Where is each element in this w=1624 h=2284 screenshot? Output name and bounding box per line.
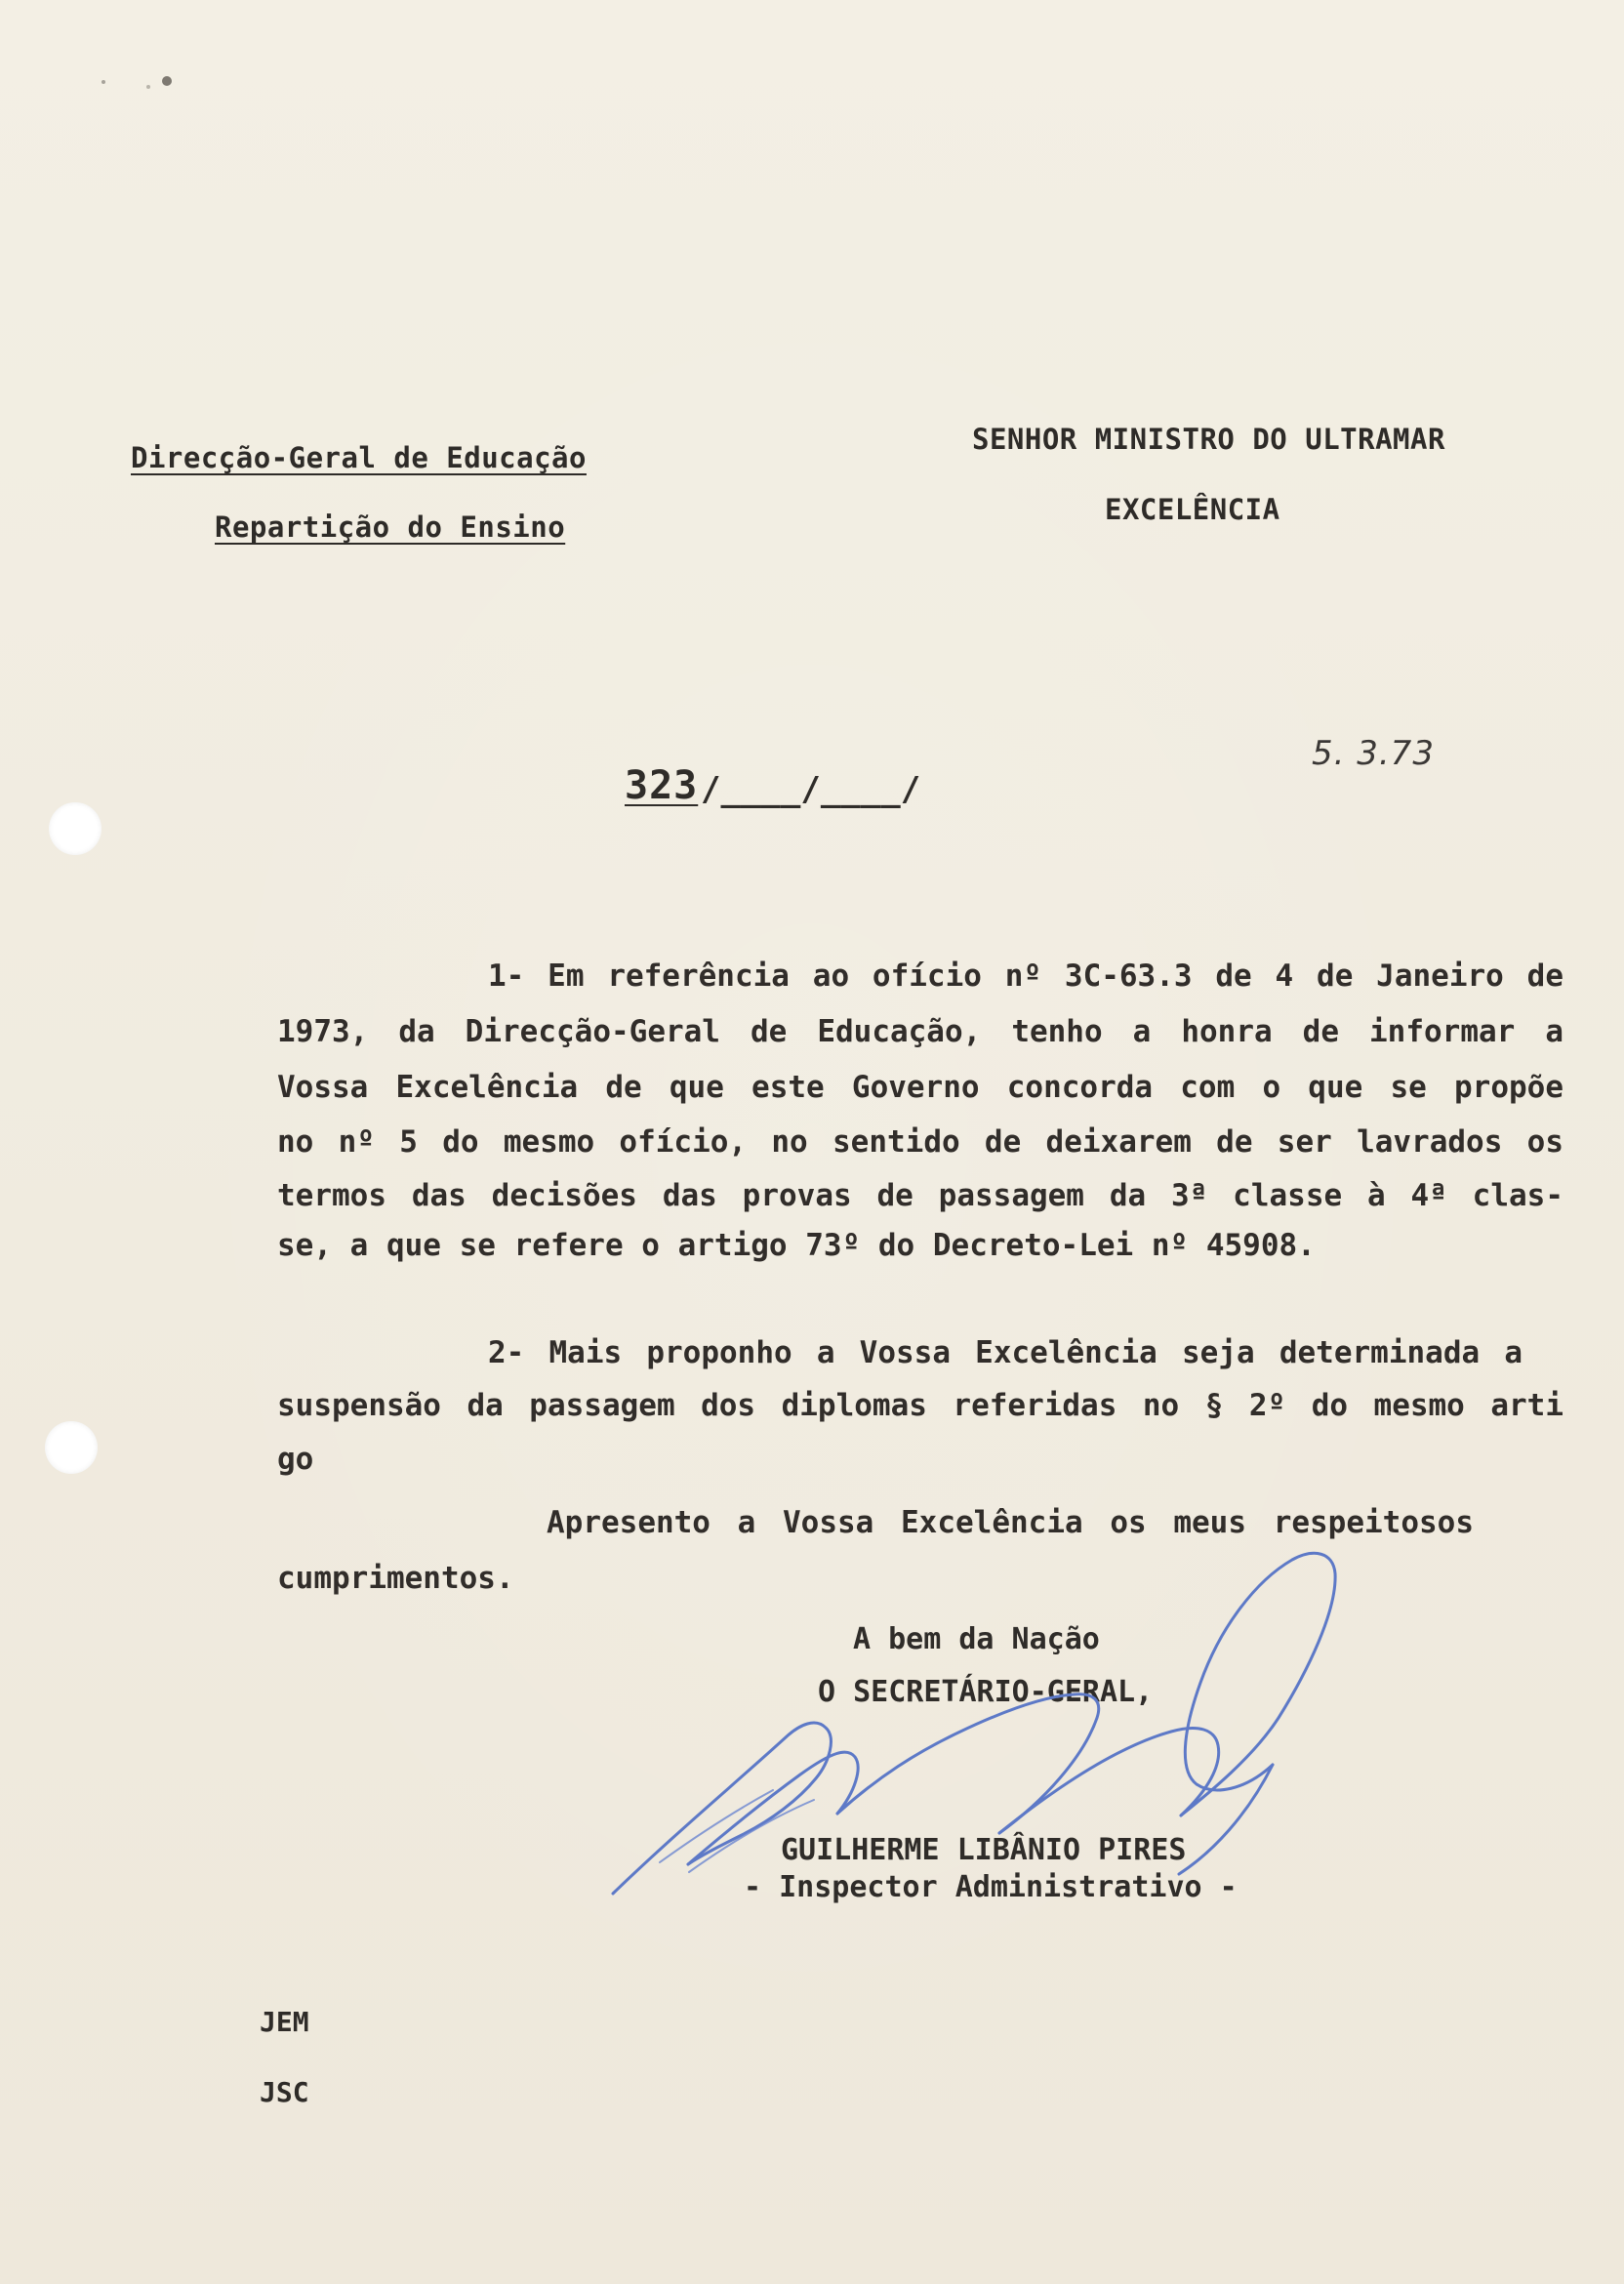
ink-spot: [162, 76, 172, 86]
paragraph-3-line-1: Apresento a Vossa Excelência os meus respeitosos: [547, 1505, 1474, 1540]
paragraph-1-line-2: 1973, da Direcção-Geral de Educação, tenho a honra de informar a: [277, 1014, 1563, 1049]
department-line-2: Repartição do Ensino: [215, 510, 566, 544]
paragraph-1-line-6: se, a que se refere o artigo 73º do Decreto-Lei nº 45908.: [277, 1228, 1316, 1263]
ink-spot: [146, 85, 150, 89]
ink-spot: [102, 80, 105, 84]
paragraph-1-line-4: no nº 5 do mesmo ofício, no sentido de deixarem de ser lavrados os: [277, 1124, 1563, 1160]
paragraph-1-line-3: Vossa Excelência de que este Governo concorda com o que se propõe: [277, 1070, 1563, 1105]
punch-hole: [45, 1421, 98, 1474]
reference-number: 323: [625, 763, 699, 808]
paragraph-2-line-2: suspensão da passagem dos diplomas referidas no § 2º do mesmo arti: [277, 1388, 1563, 1423]
addressee-line-2: EXCELÊNCIA: [1105, 493, 1280, 526]
paragraph-1-line-1: 1- Em referência ao ofício nº 3C-63.3 de 4 de Janeiro de: [488, 958, 1563, 994]
signatory-name: GUILHERME LIBÂNIO PIRES: [781, 1833, 1187, 1867]
handwritten-date: 5. 3.73: [1312, 734, 1435, 773]
initials-1: JEM: [260, 2006, 309, 2038]
paragraph-3-line-2: cumprimentos.: [277, 1561, 514, 1596]
signatory-title: - Inspector Administrativo -: [744, 1870, 1238, 1904]
closing-line-1: A bem da Nação: [853, 1622, 1100, 1656]
paragraph-2-line-3: go: [277, 1442, 314, 1477]
closing-line-2: O SECRETÁRIO-GERAL,: [818, 1675, 1154, 1709]
reference-slashes: /____/____/: [701, 770, 921, 809]
department-line-1: Direcção-Geral de Educação: [131, 441, 587, 474]
punch-hole: [49, 802, 102, 855]
initials-2: JSC: [260, 2076, 309, 2108]
paragraph-2-line-1: 2- Mais proponho a Vossa Excelência seja determinada a: [488, 1335, 1522, 1370]
addressee-line-1: SENHOR MINISTRO DO ULTRAMAR: [972, 423, 1445, 456]
paragraph-1-line-5: termos das decisões das provas de passagem da 3ª classe à 4ª clas-: [277, 1178, 1563, 1213]
